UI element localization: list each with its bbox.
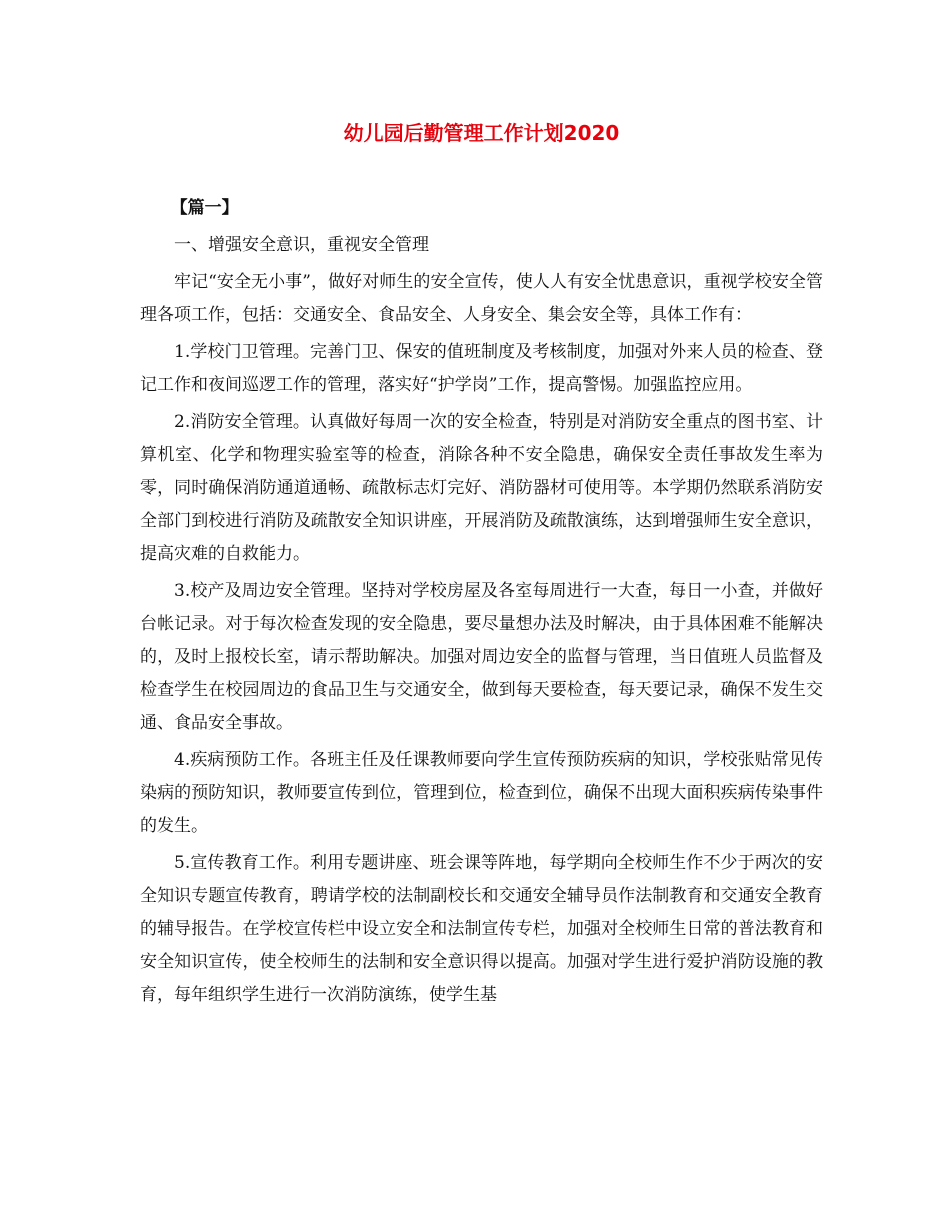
item-paragraph-3: 3.校产及周边安全管理。坚持对学校房屋及各室每周进行一大查，每日一小查，并做好台帐记录。对于每次检查发现的安全隐患，要尽量想办法及时解决，由于具体困难不能解决的，及时上报校长室，请示帮助解决。加强对周边安全的监督与管理，当日值班人员监督及检查学生在校园周边的食品卫生与交通安全，做到每天要检查，每天要记录，确保不发生交通、食品安全事故。 xyxy=(140,581,823,733)
document-body xyxy=(140,192,823,1016)
section-heading: 一、增强安全意识，重视安全管理 xyxy=(174,235,429,255)
section-label: 【篇一】 xyxy=(170,198,239,218)
intro-paragraph: 牢记“安全无小事”，做好对师生的安全宣传，使人人有安全忧患意识，重视学校安全管理各项工作，包括：交通安全、食品安全、人身安全、集会安全等，具体工作有： xyxy=(140,272,823,325)
document-title: 幼儿园后勤管理工作计划2020 xyxy=(343,121,620,145)
item-paragraph-1: 1.学校门卫管理。完善门卫、保安的值班制度及考核制度，加强对外来人员的检查、登记工作和夜间巡逻工作的管理，落实好“护学岗”工作，提高警惕。加强监控应用。 xyxy=(140,342,823,395)
item-paragraph-2: 2.消防安全管理。认真做好每周一次的安全检查，特别是对消防安全重点的图书室、计算机室、化学和物理实验室等的检查，消除各种不安全隐患，确保安全责任事故发生率为零，同时确保消防通道通畅、疏散标志灯完好、消防器材可使用等。本学期仍然联系消防安全部门到校进行消防及疏散安全知识讲座，开展消防及疏散演练，达到增强师生安全意识，提高灾难的自救能力。 xyxy=(140,412,823,564)
item-paragraph-4: 4.疾病预防工作。各班主任及任课教师要向学生宣传预防疾病的知识，学校张贴常见传染病的预防知识，教师要宣传到位，管理到位，检查到位，确保不出现大面积疾病传染事件的发生。 xyxy=(140,750,823,836)
item-paragraph-5: 5.宣传教育工作。利用专题讲座、班会课等阵地，每学期向全校师生作不少于两次的安全知识专题宣传教育，聘请学校的法制副校长和交通安全辅导员作法制教育和交通安全教育的辅导报告。在学校宣传栏中设立安全和法制宣传专栏，加强对全校师生日常的普法教育和安全知识宣传，使全校师生的法制和安全意识得以提高。加强对学生进行爱护消防设施的教育，每年组织学生进行一次消防演练，使学生基 xyxy=(140,853,823,1005)
